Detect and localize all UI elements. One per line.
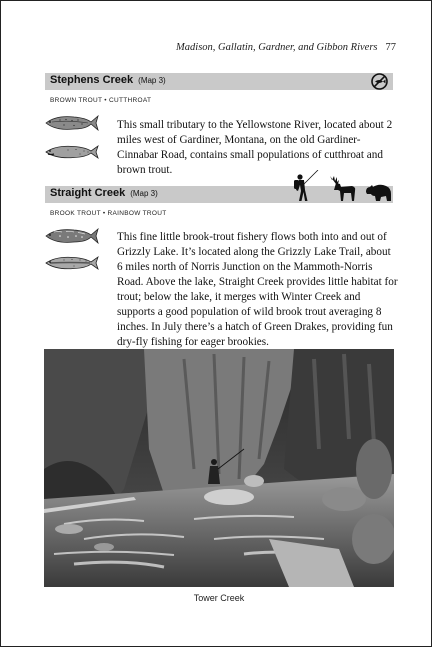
cutthroat-icon <box>44 143 99 161</box>
section-header-straight-creek <box>45 186 393 203</box>
no-fishing-icon <box>370 72 389 91</box>
section-header-stephens-creek <box>45 73 393 90</box>
moose-icon <box>328 174 358 202</box>
map-reference: (Map 3) <box>130 189 158 198</box>
section-body-text: This fine little brook-trout fishery flows both into and out of Grizzly Lake. It’s located along the Grizzly Lake Trail, about 6 miles north of Norris Junction on the Mammoth-Norris Road. Above the lake, Straight Creek provides little habitat for trout; below the lake, it merges with Winter Creek and supports a good population of wild brook trout averaging 8 inches. In July there’s a hatch of Green Drakes, providing fun dry-fly fishing for eager brookies. <box>117 231 398 348</box>
page-number: 77 <box>385 42 396 53</box>
rainbow-trout-icon <box>44 254 99 272</box>
running-head-title: Madison, Gallatin, Gardner, and Gibbon Rivers <box>176 42 378 53</box>
hiker-icon <box>291 170 319 203</box>
species-list: BROWN TROUT • CUTTHROAT <box>50 97 152 104</box>
map-reference: (Map 3) <box>138 76 166 85</box>
photo-tower-creek <box>44 349 394 587</box>
section-title: Stephens Creek <box>50 74 134 86</box>
section-title-bar <box>50 187 158 199</box>
species-list: BROOK TROUT • RAINBOW TROUT <box>50 210 167 217</box>
running-head <box>176 42 396 53</box>
photo-caption: Tower Creek <box>193 593 245 603</box>
photo-image <box>44 349 394 587</box>
section-title-bar <box>50 74 166 86</box>
bear-icon <box>365 182 392 202</box>
section-title: Straight Creek <box>50 187 126 199</box>
brown-trout-icon <box>44 114 99 132</box>
brook-trout-icon <box>44 227 99 245</box>
section-body-text: This small tributary to the Yellowstone River, located about 2 miles west of Gardiner, Montana, on the old Gardiner-Cinnabar Road, contains small populations of cutthroat and brown trout. <box>117 119 393 176</box>
